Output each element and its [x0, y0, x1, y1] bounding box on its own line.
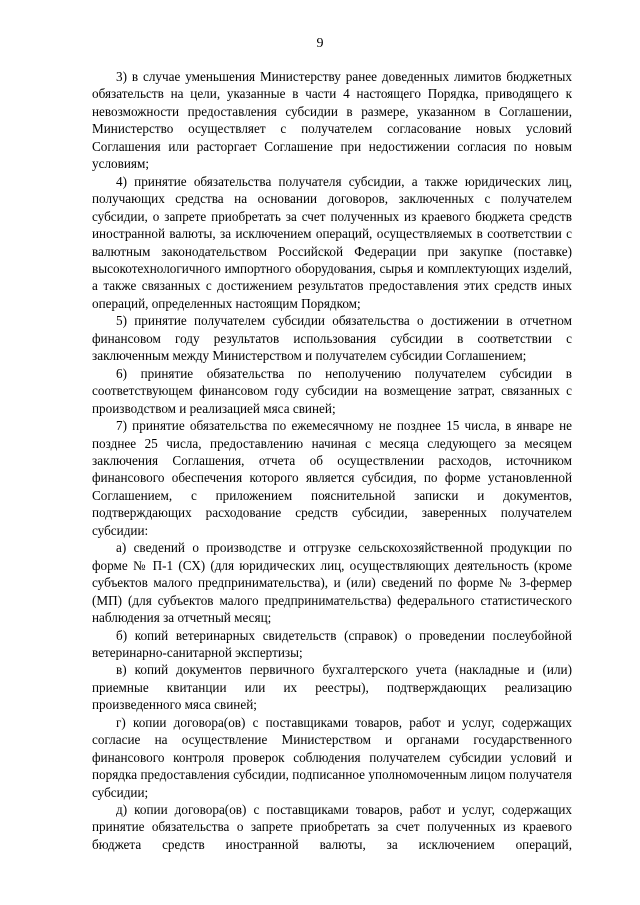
subparagraph-b: б) копий ветеринарных свидетельств (справок) о проведении послеубойной ветеринарно-санитарной экспертизы; [92, 627, 572, 660]
paragraph-item-4: 4) принятие обязательства получателя субсидии, а также юридических лиц, получающих средства на основании договоров, заключенных с получателем субсидии, о запрете приобретать за счет полученных из краевого бюджета средств иностранной валюты, за исключением операций, осуществляемых в соответствии с валютным законодательством Российской Федерации при закупке (поставке) высокотехнологичного импортного оборудования, сырья и комплектующих изделий, а также связанных с достижением результатов предоставления этих средств иных операций, определенных настоящим Порядком; [92, 173, 572, 311]
document-body [92, 68, 572, 853]
paragraph-item-3: 3) в случае уменьшения Министерству ранее доведенных лимитов бюджетных обязательств на цели, указанные в части 4 настоящего Порядка, приводящего к невозможности предоставления субсидии в размере, указанном в Соглашении, Министерство осуществляет с получателем согласование новых условий Соглашения или расторгает Соглашение при недостижении согласия по новым условиям; [92, 69, 572, 172]
page-number: 9 [316, 36, 324, 51]
paragraph-item-7: 7) принятие обязательства по ежемесячному не позднее 15 числа, в январе не позднее 25 числа, предоставлению начиная с месяца следующего за месяцем заключения Соглашения, отчета об осуществлении расходов, источником финансового обеспечения которого является субсидия, по форме установленной Соглашением, с приложением пояснительной записки и документов, подтверждающих расходование средств субсидии, заверенных получателем субсидии: [92, 418, 572, 538]
paragraph-item-5: 5) принятие получателем субсидии обязательства о достижении в отчетном финансовом году результатов использования субсидии в соответствии с заключенным между Министерством и получателем субсидии Соглашением; [92, 313, 572, 364]
subparagraph-g: г) копии договора(ов) с поставщиками товаров, работ и услуг, содержащих согласие на осуществление Министерством и органами государственного финансового контроля проверок соблюдения получателем субсидии условий и порядка предоставления субсидии, подписанное уполномоченным лицом получателя субсидии; [92, 714, 572, 800]
paragraph-item-6: 6) принятие обязательства по неполучению получателем субсидии в соответствующем финансовом году субсидии на возмещение затрат, связанных с производством и реализацией мяса свиней; [92, 365, 572, 416]
subparagraph-v: в) копий документов первичного бухгалтерского учета (накладные и (или) приемные квитанции или их реестры), подтверждающих реализацию произведенного мяса свиней; [92, 662, 572, 713]
subparagraph-a: а) сведений о производстве и отгрузке сельскохозяйственной продукции по форме № П-1 (СХ) (для юридических лиц, осуществляющих деятельность (кроме субъектов малого предпринимательства), и (или) сведений по форме № 3-фермер (МП) (для субъектов малого предпринимательства) федерального статистического наблюдения за отчетный месяц; [92, 540, 572, 626]
subparagraph-d: д) копии договора(ов) с поставщиками товаров, работ и услуг, содержащих принятие обязательства о запрете приобретать за счет полученных из краевого бюджета средств иностранной валюты, за исключением операций, [92, 802, 572, 852]
